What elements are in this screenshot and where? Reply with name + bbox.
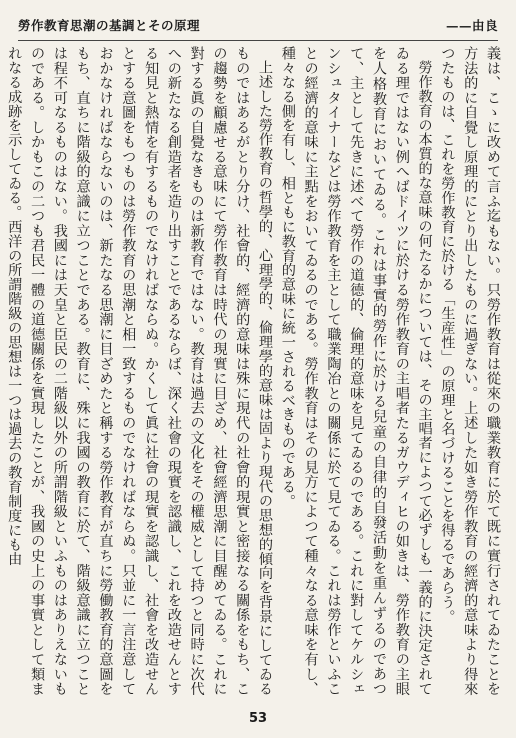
running-head-author: ——由良 [445,18,498,33]
running-head-title: 勞作教育思潮の基調とその原理 [18,18,201,33]
running-head [18,14,498,36]
paragraph-essence-of-labor-education: 勞作教育の本質的な意味の何たるかについては、その主唱者によつて必ずしも一義的に決定されてゐる理ではない例へばドイツに於ける勞作教育の主唱者たるガウディヒの如きは、勞作教育の主眼を人格教育においてゐる。これは事實的勞作に於ける兒童の自律的自發活動を重んずるのであつて、主として先きに述べて勞作の道德的、倫理的意味を見てゐるのである。これに對してケルシェンシュタイナーなどは勞作教育を主として職業陶冶との關係に於て見てゐる。これは勞作といふことの經濟的意味に主點をおいてゐるのである。勞作教育はその見方によつて種々なる意味を有し、種々なる側を有し、相ともに教育的意味に統一されるべきものである。 [279,46,433,696]
page-number: 53 [248,711,268,726]
paragraph-continuation: 義は、こゝに改めて言ふ迄もない。只勞作教育は從來の職業教育に於て既に實行されてゐたことを方法的に自覺し原理的にとり出したものに過ぎない。上述した如き勞作教育の經濟的意味より得來つたものは、これを勞作教育に於ける「生産性」の原理と名づけることを得るであらう。 [439,46,501,696]
header-rule [18,40,498,41]
paragraph-social-economic-meaning: 上述した勞作教育の哲學的、心理學的、倫理學的意味は固より現代の思想的傾向を背景にしてゐるものではあるがとり分け、社會的、經濟的意味は殊に現代の社會的現實と密接なる關係をもち、この趨勢を顧慮せる意味にて勞作教育は時代の現實に目ざめ、社會經濟思潮に目醒めてゐる。これに對する眞の自覺なきものは新教育ではない。教育は過去の文化をその權威として持つと同時に次代への新たなる創造者を造り出すことであるならば、深く社會の現實を認識し、これを改造せんとする知見と熱情を有するものでなければならぬ。かくして眞に社會の現實を認識し、社會を改造せんとする意圖をもつものは勞作教育の思潮と相一致するものでなければならぬ。只並に一言注意しておかなければならないのは、新たなる思潮に目ざめたと稱する勞作教育が直ちに勞働教育的意圖をもち、直ちに階級的意識に立つことである。教育に、殊に我國の教育に於て、階級意識に立つことは程不可なるものはない。我國には天皇と臣民の二階級以外の所謂階級といふものはありえないものである。しかもこの二つも君民一體の道德關係を實現したことが、我國の史上の事實として類まれなる成跡を示してゐる。西洋の所謂階級の思想は一つは過去の教育制度にも由 [6,46,274,696]
vertical-body-text [6,46,504,696]
